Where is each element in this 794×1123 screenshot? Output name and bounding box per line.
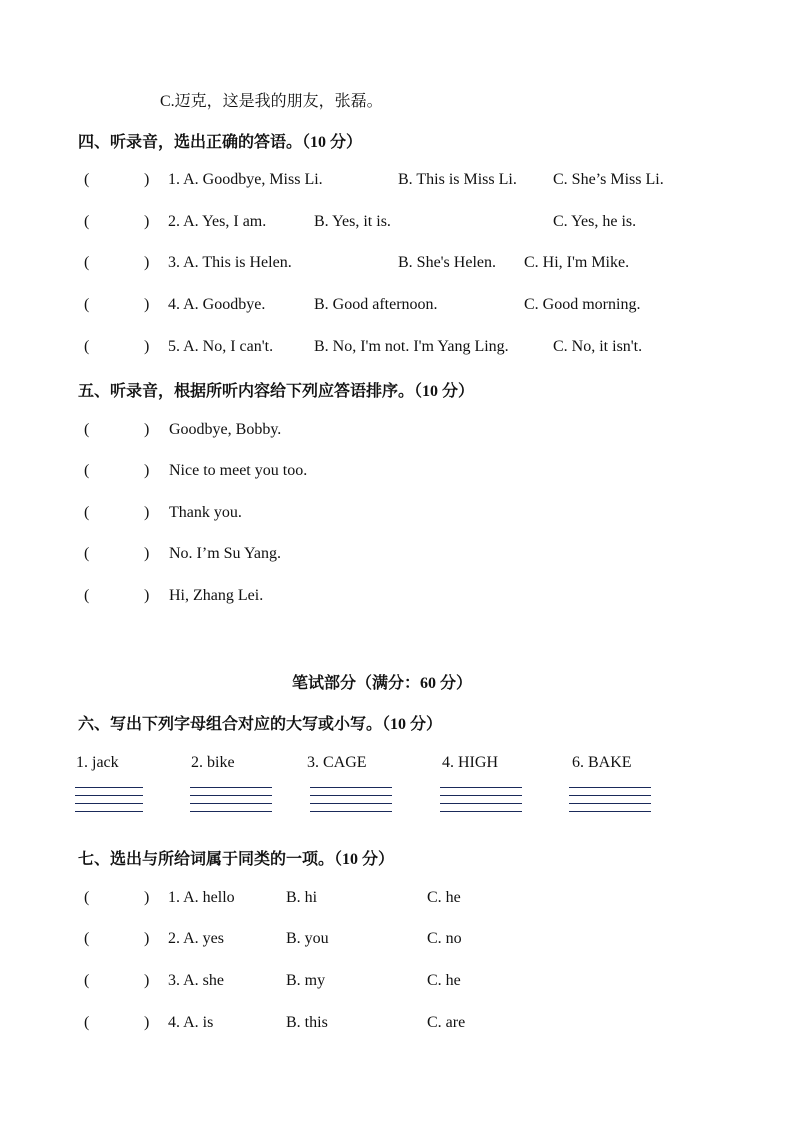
option-c: C. he (427, 889, 461, 906)
answer-blank[interactable]: ( (84, 213, 90, 230)
answer-blank-close: ) (144, 254, 150, 271)
answer-blank[interactable]: ( (84, 338, 90, 355)
option-a: 3. A. she (168, 972, 224, 989)
option-b: B. my (286, 972, 326, 989)
option-b: B. you (286, 930, 329, 947)
option-c-line: C.迈克，这是我的朋友，张磊。 (160, 93, 383, 110)
response-text: Nice to meet you too. (169, 462, 308, 479)
response-text: Thank you. (169, 504, 242, 521)
answer-blank[interactable]: ( (84, 1014, 90, 1031)
option-a: 2. A. Yes, I am. (168, 213, 267, 230)
written-part-title: 笔试部分（满分：60 分） (292, 675, 473, 692)
option-c: C. She’s Miss Li. (553, 171, 664, 188)
answer-blank-close: ) (144, 504, 150, 521)
answer-blank-close: ) (144, 972, 150, 989)
letter-item: 3. CAGE (307, 754, 367, 771)
answer-blank[interactable]: ( (84, 296, 90, 313)
answer-blank[interactable]: ( (84, 930, 90, 947)
response-text: Goodbye, Bobby. (169, 421, 282, 438)
answer-blank[interactable]: ( (84, 972, 90, 989)
answer-blank-close: ) (144, 421, 150, 438)
answer-blank-close: ) (144, 213, 150, 230)
option-b: B. No, I'm not. I'm Yang Ling. (314, 338, 509, 355)
response-text: No. I’m Su Yang. (169, 545, 282, 562)
option-b: B. Good afternoon. (314, 296, 438, 313)
option-a: 2. A. yes (168, 930, 224, 947)
writing-lines[interactable] (310, 787, 392, 819)
option-a: 3. A. This is Helen. (168, 254, 292, 271)
option-b: B. hi (286, 889, 318, 906)
option-c: C. Hi, I'm Mike. (524, 254, 630, 271)
answer-blank-close: ) (144, 545, 150, 562)
option-c: C. are (427, 1014, 466, 1031)
option-a: 4. A. is (168, 1014, 214, 1031)
answer-blank-close: ) (144, 338, 150, 355)
answer-blank-close: ) (144, 930, 150, 947)
writing-lines[interactable] (569, 787, 651, 819)
letter-item: 2. bike (191, 754, 235, 771)
option-c: C. No, it isn't. (553, 338, 643, 355)
writing-lines[interactable] (440, 787, 522, 819)
writing-lines[interactable] (75, 787, 143, 819)
answer-blank-close: ) (144, 1014, 150, 1031)
writing-lines[interactable] (190, 787, 272, 819)
answer-blank-close: ) (144, 889, 150, 906)
answer-blank[interactable]: ( (84, 462, 90, 479)
answer-blank-close: ) (144, 171, 150, 188)
option-a: 1. A. Goodbye, Miss Li. (168, 171, 323, 188)
answer-blank[interactable]: ( (84, 171, 90, 188)
option-b: B. This is Miss Li. (398, 171, 517, 188)
answer-blank[interactable]: ( (84, 889, 90, 906)
option-c: C. no (427, 930, 462, 947)
option-b: B. this (286, 1014, 328, 1031)
option-c: C. he (427, 972, 461, 989)
answer-blank[interactable]: ( (84, 587, 90, 604)
option-a: 5. A. No, I can't. (168, 338, 274, 355)
letter-item: 4. HIGH (442, 754, 498, 771)
answer-blank[interactable]: ( (84, 421, 90, 438)
section-4-title: 四、听录音，选出正确的答语。（10 分） (78, 134, 363, 151)
section-5-title: 五、听录音，根据所听内容给下列应答语排序。（10 分） (78, 383, 475, 400)
option-c: C. Good morning. (524, 296, 641, 313)
answer-blank-close: ) (144, 462, 150, 479)
section-7-title: 七、选出与所给词属于同类的一项。（10 分） (78, 851, 395, 868)
option-c: C. Yes, he is. (553, 213, 637, 230)
letter-item: 6. BAKE (572, 754, 632, 771)
option-a: 4. A. Goodbye. (168, 296, 266, 313)
answer-blank[interactable]: ( (84, 545, 90, 562)
option-b: B. She's Helen. (398, 254, 496, 271)
option-a: 1. A. hello (168, 889, 235, 906)
answer-blank[interactable]: ( (84, 254, 90, 271)
letter-item: 1. jack (76, 754, 119, 771)
option-b: B. Yes, it is. (314, 213, 391, 230)
answer-blank-close: ) (144, 587, 150, 604)
response-text: Hi, Zhang Lei. (169, 587, 264, 604)
answer-blank-close: ) (144, 296, 150, 313)
section-6-title: 六、写出下列字母组合对应的大写或小写。（10 分） (78, 716, 443, 733)
answer-blank[interactable]: ( (84, 504, 90, 521)
